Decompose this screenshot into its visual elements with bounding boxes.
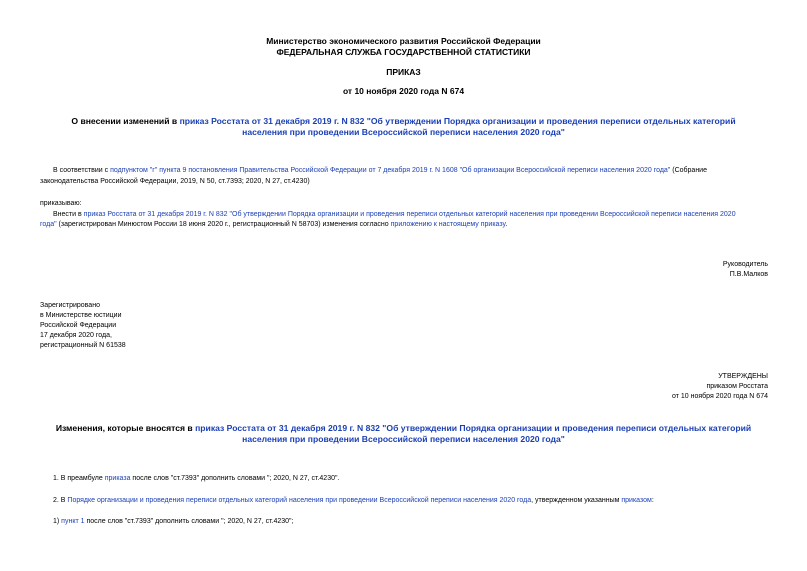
approval-line: УТВЕРЖДЕНЫ: [718, 373, 768, 380]
changes-title-link[interactable]: приказ Росстата от 31 декабря 2019 г. N 832 "Об утверждении Порядка организации и проведения переписи отдельных категорий: [195, 423, 752, 433]
item-1-text: 1. В преамбуле: [53, 475, 105, 482]
preamble-text-2: (Собрание: [670, 167, 707, 174]
item-2-link-procedure[interactable]: Порядке организации и проведения переписи отдельных категорий населения при проведении Всероссийской переписи населения 2020 года: [67, 497, 532, 504]
registration-line: регистрационный N 61538: [40, 342, 126, 349]
changes-title-link-cont[interactable]: населения при проведении Всероссийской переписи населения 2020 года": [242, 434, 565, 444]
subitem-1-text-2: после слов "ст.7393" дополнить словами "; 2020, N 27, ст.4230";: [84, 518, 294, 525]
change-subitem-1: [53, 517, 293, 527]
approval-line: приказом Росстата: [706, 383, 768, 390]
body-paragraph-line-2: [40, 220, 768, 230]
change-item-1: [53, 474, 339, 484]
item-2-text: 2. В: [53, 497, 68, 504]
body-link-order-cont[interactable]: года": [40, 221, 57, 228]
body-text-2: (зарегистрирован Минюстом России 18 июня 2020 г., регистрационный N 58703) изменения согласно: [56, 221, 391, 228]
subitem-1-link[interactable]: пункт 1: [61, 518, 85, 525]
signature-role: Руководитель: [722, 261, 768, 268]
changes-title-prefix: Изменения, которые вносятся в: [55, 423, 196, 433]
service-name: ФЕДЕРАЛЬНАЯ СЛУЖБА ГОСУДАРСТВЕННОЙ СТАТИСТИКИ: [276, 47, 531, 57]
preamble-paragraph: [40, 166, 768, 176]
preamble-link[interactable]: подпунктом "г" пункта 9 постановления Правительства Российской Федерации от 7 декабря 2019 г. N 1608 "Об организации Всероссийской переписи населения 2020 года": [110, 167, 671, 174]
registration-block: [40, 301, 126, 351]
body-link-order[interactable]: приказ Росстата от 31 декабря 2019 г. N 832 "Об утверждении Порядка организации и проведения переписи отдельных категорий населения при проведении Всероссийской переписи населения 2020: [83, 211, 736, 218]
registration-line: Российской Федерации: [40, 322, 117, 329]
item-2-text-3: :: [651, 497, 654, 504]
document-title: [0, 116, 807, 138]
signature-name: П.В.Малков: [729, 271, 768, 278]
changes-title: [0, 423, 807, 445]
registration-line: 17 декабря 2020 года,: [40, 332, 112, 339]
item-1-text-2: после слов "ст.7393" дополнить словами "; 2020, N 27, ст.4230".: [130, 475, 340, 482]
subitem-1-text: 1): [53, 518, 62, 525]
approval-block: [672, 372, 768, 402]
body-text-1: Внести в: [53, 211, 84, 218]
preamble-line-2: законодательства Российской Федерации, 2019, N 50, ст.7393; 2020, N 27, ст.4230): [40, 178, 310, 185]
item-2-link-order[interactable]: приказом: [621, 497, 652, 504]
doc-date-number: от 10 ноября 2020 года N 674: [342, 86, 465, 96]
body-text-3: .: [505, 221, 508, 228]
preamble-text: В соответствии с: [53, 167, 111, 174]
ministry-name: Министерство экономического развития Российской Федерации: [266, 36, 541, 46]
body-paragraph: [40, 210, 768, 220]
change-item-2: [53, 496, 654, 506]
title-prefix: О внесении изменений в: [71, 116, 180, 126]
title-link[interactable]: приказ Росстата от 31 декабря 2019 г. N 832 "Об утверждении Порядка организации и проведения переписи отдельных категорий: [179, 116, 736, 126]
registration-line: в Министерстве юстиции: [40, 312, 122, 319]
body-link-annex[interactable]: приложению к настоящему приказу: [390, 221, 506, 228]
title-link-cont[interactable]: населения при проведении Всероссийской переписи населения 2020 года": [242, 127, 565, 137]
item-1-link[interactable]: приказа: [104, 475, 131, 482]
registration-line: Зарегистрировано: [40, 302, 100, 309]
order-word: приказываю:: [40, 200, 82, 207]
doc-type: ПРИКАЗ: [386, 67, 421, 77]
approval-line: от 10 ноября 2020 года N 674: [672, 393, 768, 400]
item-2-text-2: , утвержденном указанным: [531, 497, 622, 504]
